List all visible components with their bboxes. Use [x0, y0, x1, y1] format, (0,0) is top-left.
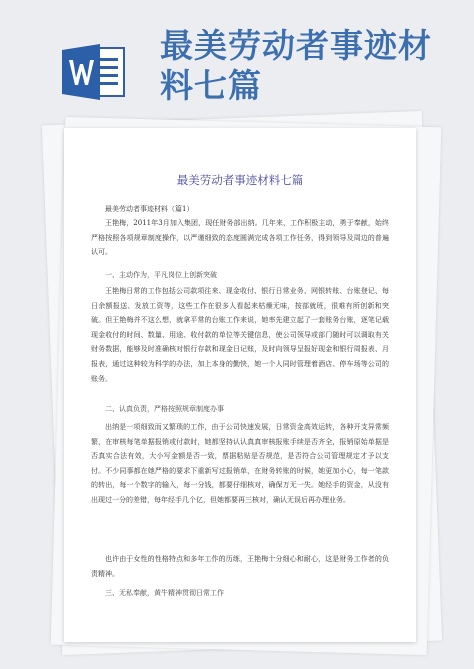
paragraph: 也许由于女性的性格特点和多年工作的历练，王艳梅十分细心和耐心，这是财务工作者的负责精神。: [91, 555, 389, 578]
paragraph: 王艳梅日常的工作包括公司款项往来、现金收付、银行日常业务、网银转账、台账登记、每日余额报送、发放工资等，这些工作在很多人看起来枯燥无味，按部就班，很难有所创新和突破。但王艳梅并不这么想，就拿平常的台账工作来说，她率先建立起了一套账务台账，逐笔记载现金收付的时间、数量、用途、收付款的单位等关键信息，使公司领导或部门随时可以调取有关财务数据，能够及时准确核对银行存款和现金日记账，及时向领导呈报好现金和银行周报表、月报表，通过这种较为科学的办法，加上本身的勤快，她一个人同时管理着酒店、停车场等公司的账务。: [91, 287, 389, 383]
paragraph: 王艳梅，2011年3月加入集团，现任财务部出纳。几年来，工作积极主动，勇于奉献，始终严格按照各项规章制度操作，以严谨细致的态度圆满完成各项工作任务，得到领导及周边的普遍认可。: [91, 219, 389, 257]
section-heading: 三、无私奉献，黄牛精神贯彻日常工作: [105, 589, 224, 597]
document-page: [64, 128, 416, 642]
banner: [0, 0, 474, 120]
document-title: 最美劳动者事迹材料七篇: [176, 173, 304, 187]
section-heading: 二、认真负责，严格按照规章制度办事: [105, 405, 224, 413]
paragraph: 出纳是一项细致而又繁琐的工作，由于公司快速发展，日常资金高效运转，各种开支异常频繁，在审核每笔单据报销或付款时，她都坚持认认真真审核报账手续是否齐全，报销原始单据是否真实合法有效，大小写金额是否一致，票据粘贴是否规范，是否符合公司管理规定才予以支付。不少同事都在她严格的要求下重新写过报销单，在财务转账的时候，她更加小心，每一笔款的转出，每一个数字的输入，每一分钱，都要仔细核对，确保万无一失。她经手的资金，从没有出现过一分的差错，每年经手几个亿，但她都要再三核对，确认无误后再办理业务。: [91, 423, 389, 504]
section-heading: 一、主动作为，平凡岗位上创新突破: [105, 271, 217, 279]
banner-title: 最美劳动者事迹材料七篇: [160, 26, 432, 105]
word-document-icon: [62, 42, 126, 102]
section-heading: 最美劳动者事迹材料（篇1）: [105, 205, 194, 213]
